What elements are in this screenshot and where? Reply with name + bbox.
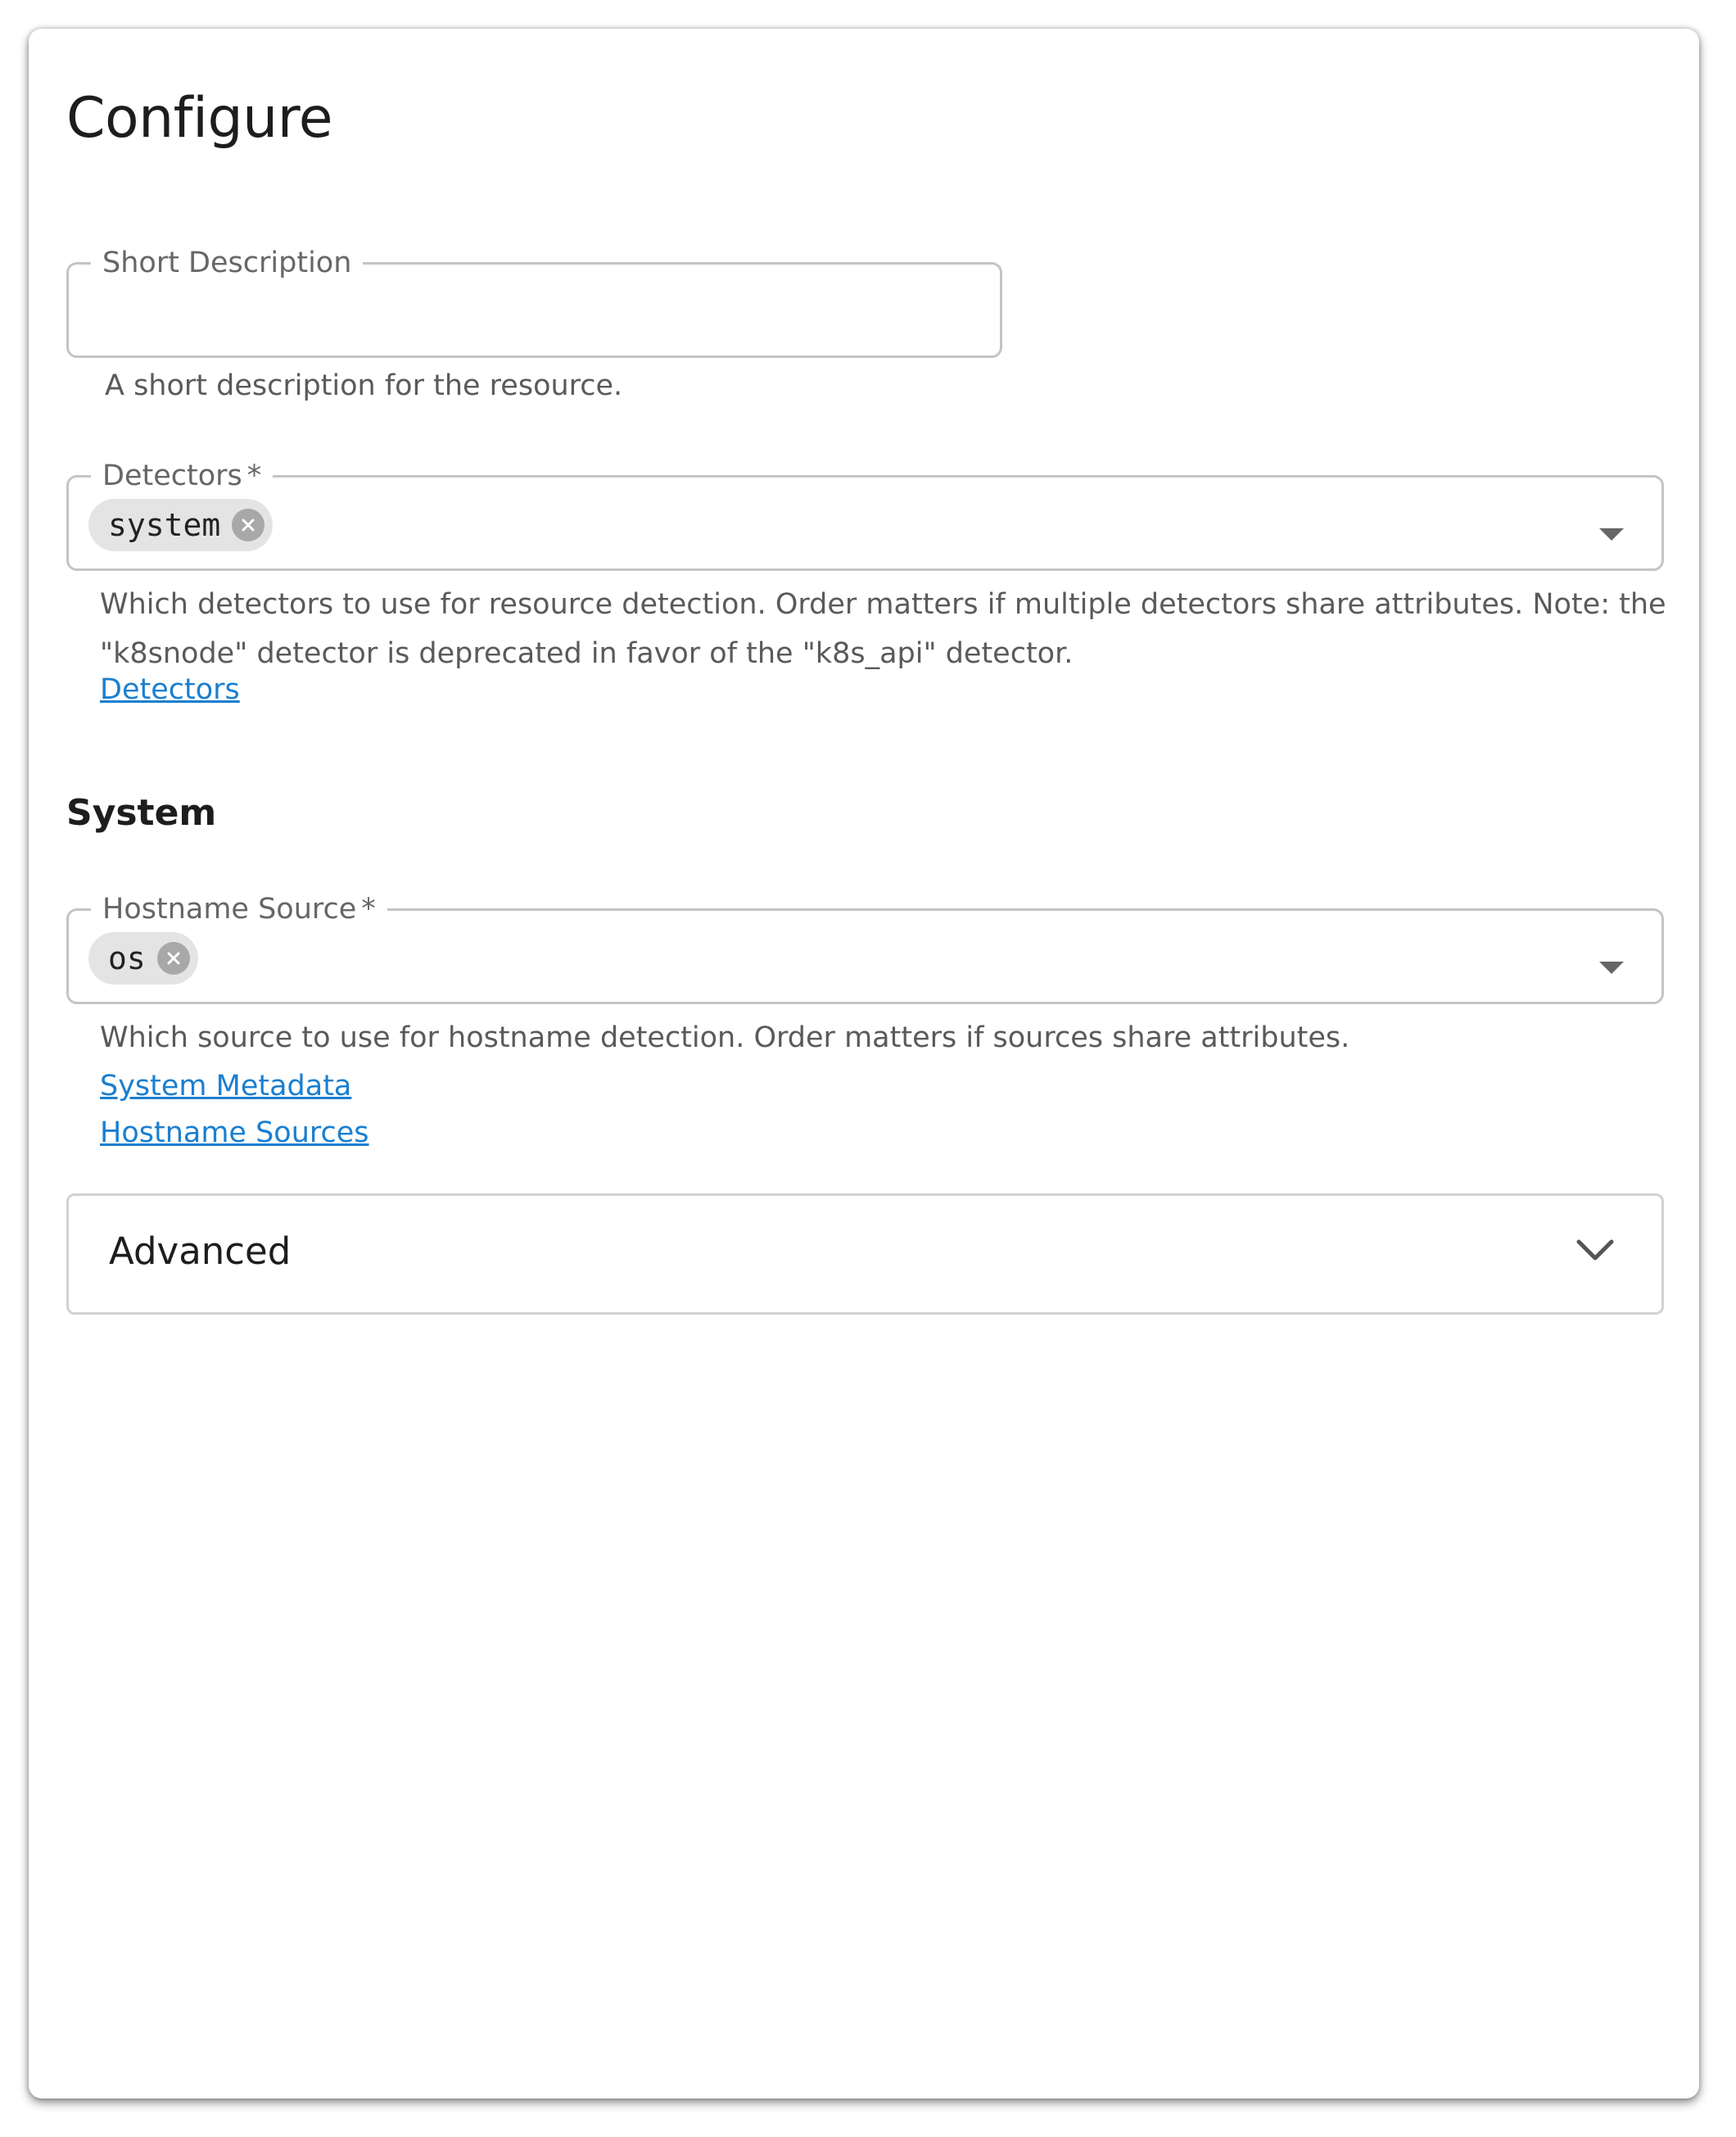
chip-label: os [108,940,146,976]
detectors-select[interactable] [66,462,1664,571]
arrow-drop-down-icon[interactable] [1599,962,1624,974]
hostname-source-select[interactable] [66,895,1664,1004]
cancel-circle-icon[interactable] [232,509,264,541]
detector-chip-system[interactable] [88,499,273,551]
short-description-label: Short Description [102,247,352,279]
cancel-circle-icon[interactable] [157,942,190,975]
hostname-source-helper: Which source to use for hostname detection. Order matters if sources share attributes. [100,1021,1350,1054]
chip-label: system [108,507,221,543]
detectors-link[interactable]: Detectors [100,673,240,706]
system-metadata-link[interactable]: System Metadata [100,1070,352,1102]
detectors-helper-line2: "k8snode" detector is deprecated in favor of the "k8s_api" detector. [100,637,1074,670]
hostname-source-label-text: Hostname Source [102,893,357,926]
detectors-helper [100,580,1666,678]
advanced-accordion[interactable] [66,1193,1664,1315]
arrow-drop-down-icon[interactable] [1599,528,1624,541]
hostname-sources-link[interactable]: Hostname Sources [100,1116,369,1149]
short-description-field[interactable] [66,249,1002,358]
detectors-label-text: Detectors [102,460,242,492]
chevron-down-icon[interactable] [1576,1238,1614,1266]
detectors-label [91,462,273,491]
short-description-input[interactable] [88,289,976,340]
detectors-helper-line1: Which detectors to use for resource detection. Order matters if multiple detectors share attributes. Note: the [100,588,1666,621]
required-marker: * [361,893,376,926]
page-title: Configure [66,86,333,151]
short-description-helper: A short description for the resource. [105,369,623,402]
system-section-heading: System [66,792,217,834]
hostname-source-label [91,895,387,924]
required-marker: * [246,460,262,492]
advanced-accordion-label: Advanced [109,1229,292,1273]
hostname-source-chip-os[interactable] [88,932,198,985]
configure-panel [29,29,1699,2099]
